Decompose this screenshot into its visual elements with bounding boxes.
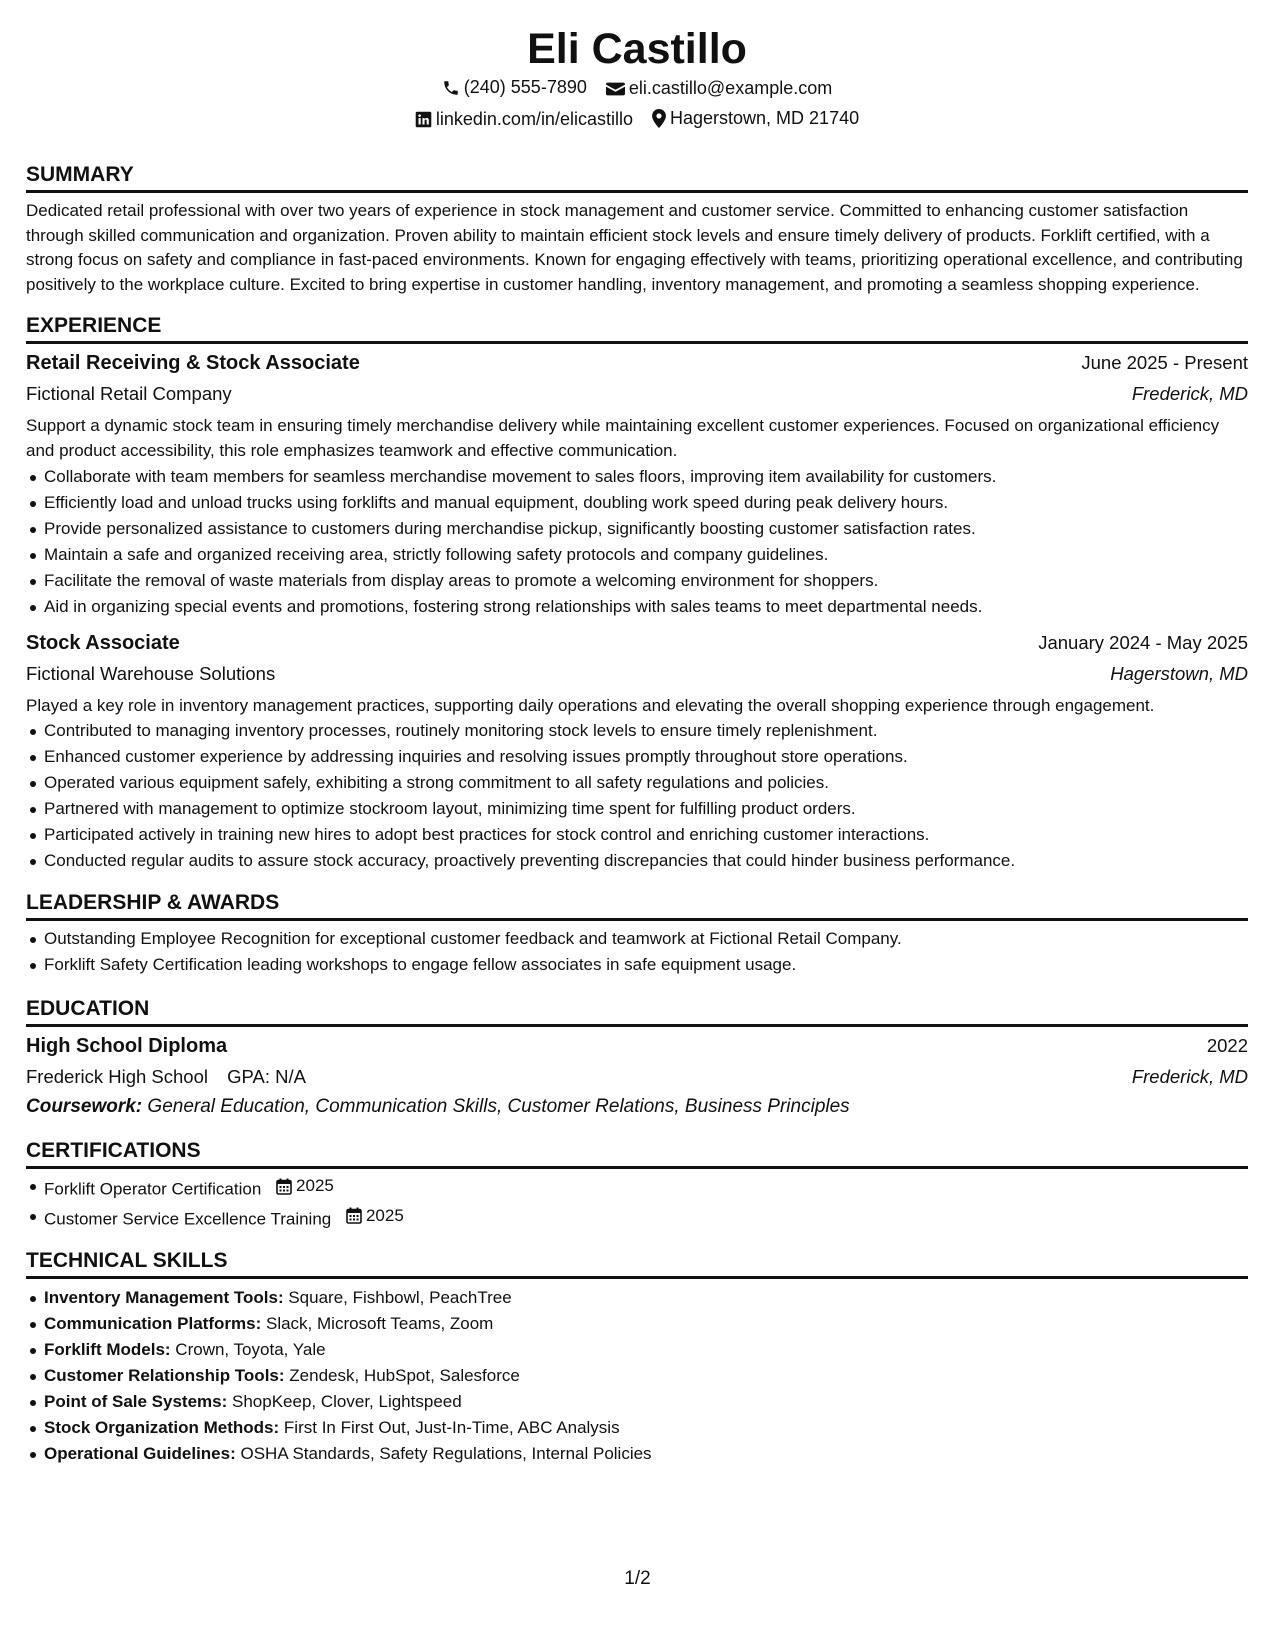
skill-value: OSHA Standards, Safety Regulations, Internal Policies <box>240 1444 652 1464</box>
experience-section <box>26 313 1248 874</box>
list-item <box>44 1311 1248 1337</box>
list-item <box>44 1389 1248 1415</box>
envelope-icon <box>606 81 625 97</box>
list-item <box>44 1337 1248 1363</box>
list-item <box>44 1173 1248 1203</box>
skill-value: Square, Fishbowl, PeachTree <box>288 1288 512 1308</box>
list-item: Facilitate the removal of waste materials from display areas to promote a welcoming environment for shoppers. <box>44 568 1248 594</box>
summary-text: Dedicated retail professional with over two years of experience in stock management and customer service. Committed to enhancing customer satisfaction through skilled communication and organization. Proven ability to maintain efficient stock levels and ensure timely delivery of products. Forklift certified, with a strong focus on safety and compliance in fast-paced environments. Known for engaging effectively with teams, prioritizing operational excellence, and contributing positively to the workplace culture. Excited to bring expertise in customer handling, inventory management, and promoting a seamless shopping experience. <box>26 201 1243 294</box>
email-contact[interactable] <box>606 73 832 104</box>
list-item: Participated actively in training new hires to adopt best practices for stock control and enriching customer interactions. <box>44 822 1248 848</box>
skill-label: Forklift Models: <box>44 1340 171 1360</box>
calendar-icon <box>346 1207 362 1224</box>
certification-date-wrap <box>346 1203 404 1229</box>
skill-value: Crown, Toyota, Yale <box>175 1340 326 1360</box>
job-entry <box>26 628 1248 875</box>
list-item: Collaborate with team members for seamless merchandise movement to sales floors, improving item availability for customers. <box>44 464 1248 490</box>
list-item: Operated various equipment safely, exhibiting a strong commitment to all safety regulations and policies. <box>44 770 1248 796</box>
summary-section <box>26 162 1248 297</box>
section-title-skills: TECHNICAL SKILLS <box>26 1248 1248 1279</box>
list-item <box>44 1203 1248 1233</box>
linkedin-icon <box>415 111 432 128</box>
list-item: Forklift Safety Certification leading workshops to engage fellow associates in safe equipment usage. <box>44 952 1248 978</box>
contact-row-1 <box>26 72 1248 103</box>
certification-date-wrap <box>276 1173 334 1199</box>
job-dates: June 2025 - Present <box>1081 352 1248 374</box>
skills-section <box>26 1248 1248 1467</box>
coursework <box>26 1092 1248 1122</box>
section-title-summary: SUMMARY <box>26 162 1248 193</box>
certifications-section <box>26 1138 1248 1232</box>
list-item <box>44 1285 1248 1311</box>
location-text: Hagerstown, MD 21740 <box>670 108 860 128</box>
job-dates: January 2024 - May 2025 <box>1038 631 1248 653</box>
section-title-certifications: CERTIFICATIONS <box>26 1138 1248 1169</box>
job-title: Retail Receiving & Stock Associate <box>26 352 360 375</box>
degree-title: High School Diploma <box>26 1035 228 1058</box>
list-item <box>44 1363 1248 1389</box>
linkedin-text: linkedin.com/in/elicastillo <box>435 109 633 129</box>
coursework-text: General Education, Communication Skills, Customer Relations, Business Principles <box>147 1096 850 1118</box>
phone-icon <box>442 79 460 97</box>
resume-page <box>26 0 1248 1467</box>
page-number: 1/2 <box>624 1568 651 1589</box>
job-location: Hagerstown, MD <box>1110 662 1248 684</box>
list-item: Aid in organizing special events and promotions, fostering strong relationships with sales teams to meet departmental needs. <box>44 594 1248 620</box>
job-company: Fictional Warehouse Solutions <box>26 662 276 684</box>
location-contact <box>652 103 859 134</box>
skill-label: Point of Sale Systems: <box>44 1392 228 1412</box>
leadership-list <box>26 926 1248 978</box>
linkedin-contact[interactable] <box>415 104 633 135</box>
job-entry <box>26 348 1248 619</box>
certification-name: Forklift Operator Certification <box>44 1179 262 1199</box>
list-item: Outstanding Employee Recognition for exceptional customer feedback and teamwork at Fictional Retail Company. <box>44 926 1248 952</box>
job-description: Played a key role in inventory management practices, supporting daily operations and elevating the overall shopping experience through engagement. <box>26 695 1155 715</box>
job-bullets <box>26 464 1248 620</box>
skill-value: Slack, Microsoft Teams, Zoom <box>265 1314 494 1334</box>
school-name: Frederick High School <box>26 1066 208 1088</box>
job-title: Stock Associate <box>26 631 180 654</box>
skill-value: ShopKeep, Clover, Lightspeed <box>232 1392 462 1412</box>
list-item: Partnered with management to optimize stockroom layout, minimizing time spent for fulfilling product orders. <box>44 796 1248 822</box>
skill-label: Customer Relationship Tools: <box>44 1366 285 1386</box>
skill-label: Inventory Management Tools: <box>44 1288 284 1308</box>
skills-list <box>26 1285 1248 1467</box>
list-item: Maintain a safe and organized receiving area, strictly following safety protocols and company guidelines. <box>44 542 1248 568</box>
section-title-leadership: LEADERSHIP & AWARDS <box>26 890 1248 921</box>
map-pin-icon <box>652 109 666 128</box>
section-title-education: EDUCATION <box>26 996 1248 1027</box>
certification-date: 2025 <box>365 1205 404 1225</box>
skill-label: Stock Organization Methods: <box>44 1418 280 1438</box>
skill-value: Zendesk, HubSpot, Salesforce <box>289 1366 520 1386</box>
list-item: Enhanced customer experience by addressing inquiries and resolving issues promptly throughout store operations. <box>44 744 1248 770</box>
school-location: Frederick, MD <box>1131 1066 1248 1088</box>
list-item <box>44 1415 1248 1441</box>
job-bullets <box>26 718 1248 874</box>
skill-value: First In First Out, Just-In-Time, ABC Analysis <box>283 1418 620 1438</box>
phone-text: (240) 555-7890 <box>463 77 587 97</box>
certification-date: 2025 <box>296 1176 334 1196</box>
gpa-text: GPA: N/A <box>227 1066 306 1088</box>
graduation-year: 2022 <box>1206 1035 1248 1057</box>
calendar-icon <box>276 1178 292 1195</box>
list-item: Provide personalized assistance to customers during merchandise pickup, significantly boosting customer satisfaction rates. <box>44 516 1248 542</box>
list-item: Conducted regular audits to assure stock accuracy, proactively preventing discrepancies that could hinder business performance. <box>44 848 1248 874</box>
certifications-list <box>26 1173 1248 1232</box>
section-title-experience: EXPERIENCE <box>26 313 1248 344</box>
job-location: Frederick, MD <box>1131 383 1248 405</box>
certification-name: Customer Service Excellence Training <box>44 1209 332 1229</box>
resume-header <box>26 0 1248 134</box>
job-description: Support a dynamic stock team in ensuring timely merchandise delivery while maintaining excellent customer experiences. Focused on organizational efficiency and product accessibility, this role emphasizes teamwork and effective communication. <box>26 416 1220 460</box>
email-text: eli.castillo@example.com <box>628 78 833 98</box>
list-item: Efficiently load and unload trucks using forklifts and manual equipment, doubling work speed during peak delivery hours. <box>44 490 1248 516</box>
leadership-section <box>26 890 1248 978</box>
candidate-name: Eli Castillo <box>527 25 747 73</box>
job-company: Fictional Retail Company <box>26 383 232 405</box>
skill-label: Operational Guidelines: <box>44 1444 236 1464</box>
education-section <box>26 996 1248 1122</box>
skill-label: Communication Platforms: <box>44 1314 262 1334</box>
coursework-label: Coursework: <box>26 1096 143 1118</box>
list-item <box>44 1441 1248 1467</box>
phone-contact[interactable] <box>442 72 587 103</box>
contact-row-2 <box>26 103 1248 134</box>
list-item: Contributed to managing inventory processes, routinely monitoring stock levels to ensure timely replenishment. <box>44 718 1248 744</box>
